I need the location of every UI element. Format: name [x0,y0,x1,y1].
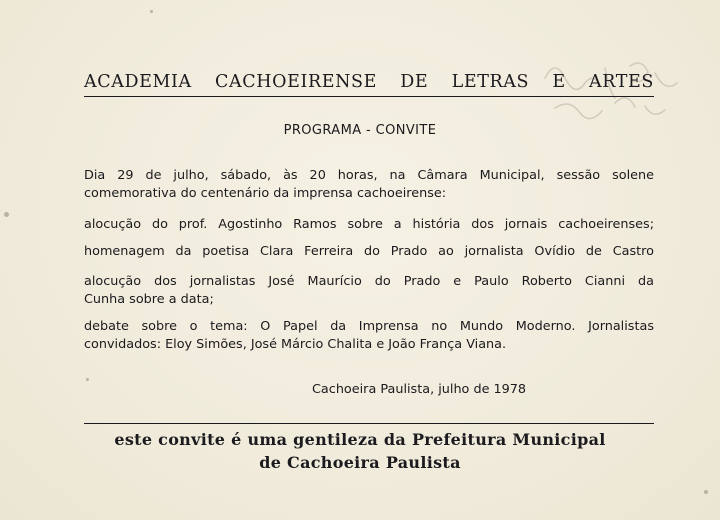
tribute-line-1: homenagem da poetisa Clara Ferreira do Prado ao jornalista Ovídio de Castro [84,244,654,259]
place-and-date: Cachoeira Paulista, julho de 1978 [312,382,527,397]
debate-paragraph [84,318,654,354]
debate-line-2: convidados: Eloy Simões, José Márcio Chalita e João França Viana. [84,337,507,352]
paper-speck [704,490,708,494]
session-line-1: Dia 29 de julho, sábado, às 20 horas, na Câmara Municipal, sessão solene [84,168,654,183]
allocution-paragraph [84,216,654,234]
tribute-paragraph [84,243,654,261]
paper-speck [4,212,9,217]
journalists-line-1: alocução dos jornalistas José Maurício do Prado e Paulo Roberto Cianni da [84,274,654,289]
session-paragraph [84,167,654,203]
journalists-paragraph [84,273,654,309]
session-line-2: comemorativa do centenário da imprensa cachoeirense: [84,186,447,201]
footer-courtesy [0,428,720,474]
journalists-line-2: Cunha sobre a data; [84,292,214,307]
academy-title: ACADEMIA CACHOEIRENSE DE LETRAS E ARTES [84,72,654,92]
footer-rule [84,423,654,424]
footer-line-2: de Cachoeira Paulista [259,453,461,472]
allocution-line-1: alocução do prof. Agostinho Ramos sobre a história dos jornais cachoeirenses; [84,217,654,232]
paper-speck [150,10,153,13]
footer-line-1: este convite é uma gentileza da Prefeitura Municipal [114,430,606,449]
title-underline [84,96,654,97]
debate-line-1: debate sobre o tema: O Papel da Imprensa no Mundo Moderno. Jornalistas [84,319,654,334]
paper-speck [86,378,89,381]
program-subtitle: PROGRAMA - CONVITE [283,123,437,138]
